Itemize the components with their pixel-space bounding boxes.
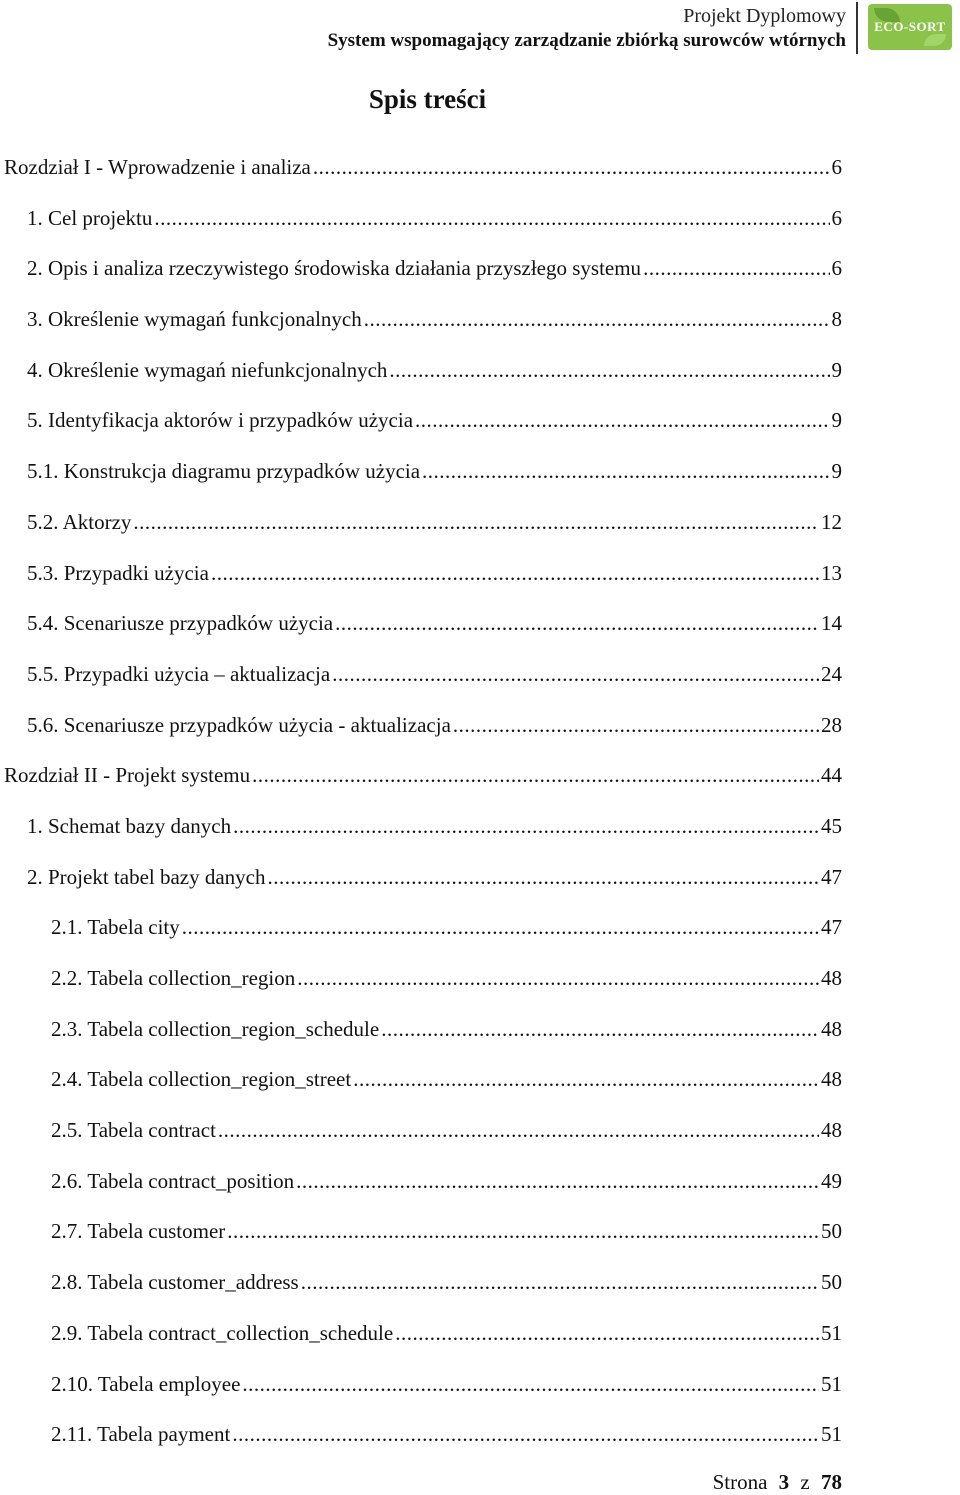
logo-text: ECO-SORT xyxy=(874,19,946,34)
toc-entry[interactable] xyxy=(0,395,842,446)
toc-dot-leader xyxy=(381,1004,819,1055)
toc-dot-leader xyxy=(415,395,829,446)
toc-entry-page: 50 xyxy=(821,1270,842,1295)
toc-dot-leader xyxy=(182,902,819,953)
toc-entry[interactable] xyxy=(0,548,842,599)
toc-entry-label: Rozdział II - Projekt systemu xyxy=(4,763,251,788)
toc-entry-page: 6 xyxy=(831,256,842,281)
toc-entry[interactable] xyxy=(0,294,842,345)
toc-entry-label: 1. Schemat bazy danych xyxy=(27,813,232,838)
toc-dot-leader xyxy=(218,1105,819,1156)
toc-entry-label: 2.9. Tabela contract_collection_schedule xyxy=(51,1320,394,1345)
toc-entry[interactable] xyxy=(0,852,842,903)
toc-entry-label: 2. Projekt tabel bazy danych xyxy=(27,864,266,889)
toc-dot-leader xyxy=(364,294,830,345)
toc-entry-page: 28 xyxy=(821,712,842,737)
toc-entry[interactable] xyxy=(0,1206,842,1257)
toc-entry-label: 2. Opis i analiza rzeczywistego środowiska działania przyszłego systemu xyxy=(27,256,642,281)
toc-entry-label: 1. Cel projektu xyxy=(27,205,153,230)
toc-dot-leader xyxy=(422,446,829,497)
toc-entry-label: 5.4. Scenariusze przypadków użycia xyxy=(27,611,334,636)
footer-separator: z xyxy=(800,1470,810,1494)
toc-entry-page: 48 xyxy=(821,1067,842,1092)
toc-dot-leader xyxy=(296,1156,819,1207)
toc-entry-label: 2.8. Tabela customer_address xyxy=(51,1270,299,1295)
toc-dot-leader xyxy=(332,649,819,700)
toc-entry-page: 44 xyxy=(821,763,842,788)
toc-entry[interactable] xyxy=(0,1156,842,1207)
toc-dot-leader xyxy=(211,548,819,599)
toc-entry[interactable] xyxy=(0,243,842,294)
toc-entry-label: 4. Określenie wymagań niefunkcjonalnych xyxy=(27,357,388,382)
toc-entry-page: 24 xyxy=(821,661,842,686)
header-text xyxy=(328,0,856,54)
toc-entry-page: 12 xyxy=(821,509,842,534)
toc-entry-page: 51 xyxy=(821,1422,842,1447)
header-project-label: Projekt Dyplomowy xyxy=(683,5,846,27)
toc-dot-leader xyxy=(233,801,819,852)
toc-entry[interactable] xyxy=(0,598,842,649)
toc-entry-label: 5.2. Aktorzy xyxy=(27,509,132,534)
toc-entry[interactable] xyxy=(0,345,842,396)
toc-dot-leader xyxy=(227,1206,819,1257)
toc-entry-page: 48 xyxy=(821,966,842,990)
toc-dot-leader xyxy=(453,700,819,751)
toc-entry-label: 2.3. Tabela collection_region_schedule xyxy=(51,1016,380,1041)
toc-entry-page: 48 xyxy=(821,1118,842,1143)
toc-entry-page: 9 xyxy=(831,459,842,484)
toc-entry-label: 5. Identyfikacja aktorów i przypadków użycia xyxy=(27,408,414,433)
toc-dot-leader xyxy=(389,345,829,396)
page-header xyxy=(328,0,952,56)
header-divider xyxy=(856,2,858,54)
toc-entry[interactable] xyxy=(0,700,842,751)
toc-entry-page: 6 xyxy=(831,155,842,179)
toc-entry-page: 48 xyxy=(821,1016,842,1041)
toc-entry-page: 45 xyxy=(821,813,842,838)
toc-entry-label: 2.1. Tabela city xyxy=(51,915,180,940)
toc-dot-leader xyxy=(643,243,829,294)
toc-entry[interactable] xyxy=(0,497,842,548)
toc-entry-page: 47 xyxy=(821,864,842,889)
footer-page-number: 3 xyxy=(778,1470,790,1494)
toc-entry-page: 9 xyxy=(831,408,842,433)
toc-entry[interactable] xyxy=(0,1359,842,1410)
toc-dot-leader xyxy=(252,750,819,801)
header-system-title: System wspomagający zarządzanie zbiórką surowców wtórnych xyxy=(327,30,846,51)
toc-entry-label: 2.11. Tabela payment xyxy=(51,1422,231,1447)
toc-entry-label: 3. Określenie wymagań funkcjonalnych xyxy=(27,307,362,332)
toc-entry-label: Rozdział I - Wprowadzenie i analiza xyxy=(4,155,311,179)
toc-entry-label: 2.7. Tabela customer xyxy=(51,1219,226,1244)
toc-dot-leader xyxy=(353,1054,819,1105)
toc-entry-page: 51 xyxy=(821,1320,842,1345)
toc-dot-leader xyxy=(242,1359,819,1410)
toc-entry[interactable] xyxy=(0,193,842,244)
toc-entry[interactable] xyxy=(0,801,842,852)
toc-entry-label: 5.6. Scenariusze przypadków użycia - aktualizacja xyxy=(27,712,451,737)
toc-entry-page: 9 xyxy=(831,357,842,382)
toc-entry[interactable] xyxy=(0,1054,842,1105)
toc-dot-leader xyxy=(395,1308,819,1359)
toc-entry-page: 8 xyxy=(831,307,842,332)
toc-dot-leader xyxy=(154,193,829,244)
toc-entry-page: 13 xyxy=(821,560,842,585)
toc-dot-leader xyxy=(335,598,819,649)
table-of-contents xyxy=(0,142,842,1460)
toc-entry[interactable] xyxy=(0,1004,842,1055)
leaf-icon-secondary xyxy=(924,34,946,46)
page-footer xyxy=(713,1469,842,1495)
toc-entry-page: 51 xyxy=(821,1371,842,1396)
toc-entry-label: 2.6. Tabela contract_position xyxy=(51,1168,295,1193)
eco-sort-logo xyxy=(868,4,952,50)
toc-entry-page: 50 xyxy=(821,1219,842,1244)
footer-total-pages: 78 xyxy=(821,1470,842,1494)
toc-entry-page: 6 xyxy=(831,205,842,230)
toc-dot-leader xyxy=(301,1257,819,1308)
toc-entry[interactable] xyxy=(0,446,842,497)
toc-entry[interactable] xyxy=(0,953,842,1004)
toc-dot-leader xyxy=(268,852,819,903)
toc-entry[interactable] xyxy=(0,1409,842,1460)
toc-entry[interactable] xyxy=(0,750,842,801)
toc-entry[interactable] xyxy=(0,1105,842,1156)
toc-entry[interactable] xyxy=(0,1257,842,1308)
toc-dot-leader xyxy=(133,497,819,548)
toc-entry-label: 5.5. Przypadki użycia – aktualizacja xyxy=(27,661,331,686)
toc-title: Spis treści xyxy=(368,84,487,114)
toc-entry-page: 49 xyxy=(821,1168,842,1193)
toc-entry-label: 5.3. Przypadki użycia xyxy=(27,560,209,585)
toc-entry[interactable] xyxy=(0,142,842,193)
toc-entry-label: 2.2. Tabela collection_region xyxy=(51,966,296,990)
toc-entry-label: 2.10. Tabela employee xyxy=(51,1371,241,1396)
toc-dot-leader xyxy=(232,1409,819,1460)
toc-entry[interactable] xyxy=(0,649,842,700)
toc-entry-label: 2.4. Tabela collection_region_street xyxy=(51,1067,352,1092)
footer-prefix: Strona xyxy=(712,1470,768,1494)
toc-entry-label: 2.5. Tabela contract xyxy=(51,1118,216,1143)
toc-entry[interactable] xyxy=(0,1308,842,1359)
toc-dot-leader xyxy=(297,953,819,1004)
toc-dot-leader xyxy=(313,142,830,193)
toc-entry-page: 14 xyxy=(821,611,842,636)
toc-entry[interactable] xyxy=(0,902,842,953)
toc-entry-page: 47 xyxy=(821,915,842,940)
toc-entry-label: 5.1. Konstrukcja diagramu przypadków użycia xyxy=(27,459,421,484)
